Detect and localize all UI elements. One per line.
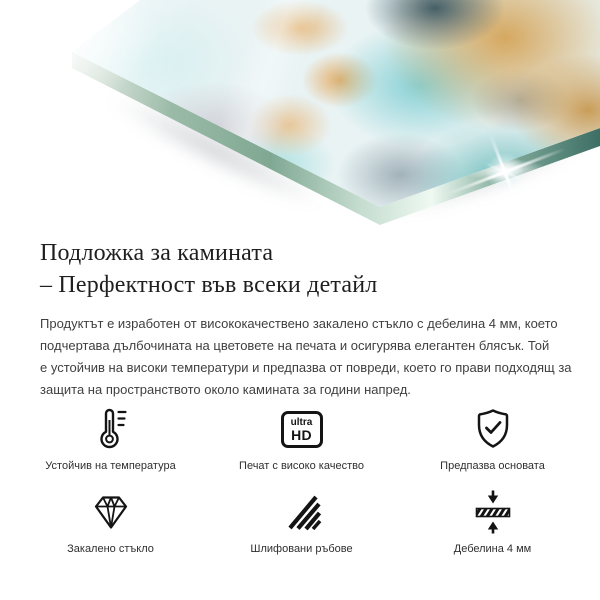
ultra-hd-icon [276, 405, 328, 453]
feature-tempered-glass-label: Закалено стъкло [67, 543, 154, 555]
feature-polished-edges-label: Шлифовани ръбове [250, 543, 353, 555]
feature-print-quality [206, 405, 397, 472]
feature-grid [15, 405, 588, 555]
feature-polished-edges [206, 488, 397, 555]
title-line-2: – Перфектност във всеки детайл [40, 272, 378, 298]
page-title [40, 237, 600, 301]
ultra-hd-badge-bottom: HD [291, 426, 312, 443]
feature-print-quality-label: Печат с високо качество [239, 460, 364, 472]
product-image [0, 0, 600, 235]
feature-thickness [397, 488, 588, 555]
ultra-hd-badge-top: ultra [290, 416, 313, 428]
title-line-1: Подложка за камината [40, 240, 274, 266]
thickness-icon [467, 488, 519, 536]
polished-edges-icon [276, 488, 328, 536]
feature-protects-base [397, 405, 588, 472]
shield-check-icon [467, 405, 519, 453]
description-line: Продуктът е изработен от висококачествено закалено стъкло с дебелина 4 мм, което [40, 316, 558, 331]
product-description [40, 313, 600, 401]
thermometer-icon [85, 405, 137, 453]
feature-temperature-label: Устойчив на температура [45, 460, 176, 472]
description-line: подчертава дълбочината на цветовете на печата и осигурява елегантен блясък. Той [40, 338, 550, 353]
description-line: защита на пространството около камината за години напред. [40, 382, 411, 397]
feature-protects-base-label: Предпазва основата [440, 460, 545, 472]
diamond-icon [85, 488, 137, 536]
marble-print-surface [0, 0, 600, 235]
feature-temperature [15, 405, 206, 472]
description-line: е устойчив на високи температури и предпазва от повреди, което го прави подходящ за [40, 360, 572, 375]
feature-thickness-label: Дебелина 4 мм [453, 543, 532, 555]
feature-tempered-glass [15, 488, 206, 555]
